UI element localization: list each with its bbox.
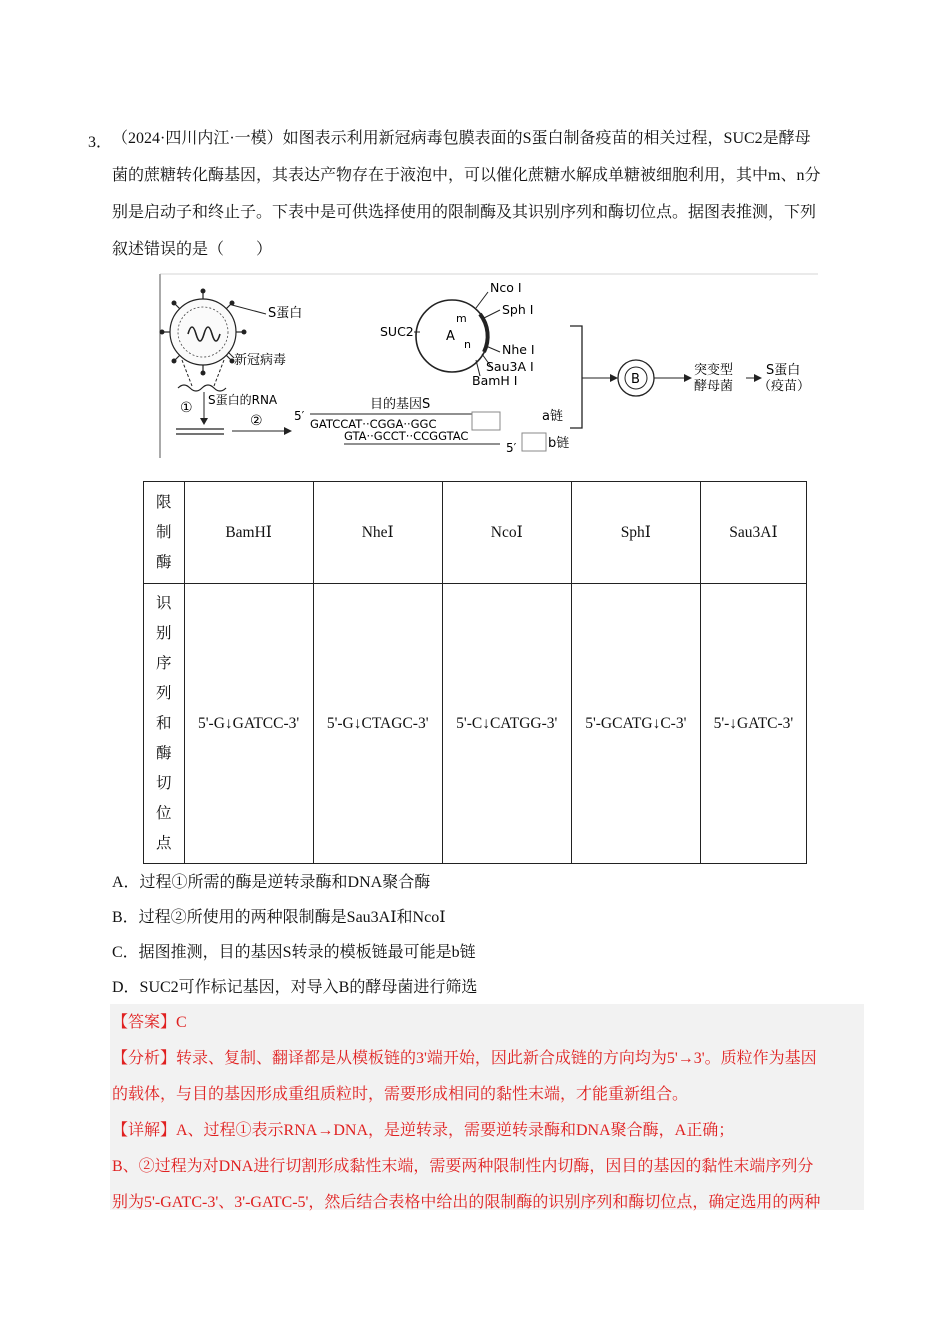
suc2-label: SUC2: [380, 324, 414, 339]
site-cell: 5'-G↓GATCC-3': [184, 584, 313, 864]
row-char: 切: [156, 774, 172, 792]
question-line-2: 菌的蔗糖转化酶基因，其表达产物存在于液泡中，可以催化蔗糖水解成单糖被细胞利用，其中m、n分: [112, 167, 821, 184]
detail-line-2: B、②过程为对DNA进行切割形成黏性末端，需要两种限制性内切酶，因目的基因的黏性末端序列分: [112, 1158, 814, 1175]
header-char: 酶: [156, 553, 172, 571]
site-cell: 5'-C↓CATGG-3': [442, 584, 571, 864]
question-line-4: 叙述错误的是（ ）: [112, 241, 273, 258]
plasmid-a-label: A: [446, 329, 455, 344]
row-char: 酶: [156, 744, 172, 762]
enzyme-table: [143, 481, 807, 864]
step-2-label: ②: [250, 413, 263, 429]
s-protein-label: S蛋白: [268, 306, 303, 321]
question-line-3: 别是启动子和终止子。下表中是可供选择使用的限制酶及其识别序列和酶切位点。据图表推测，下列: [112, 204, 817, 221]
chain-a-label: a链: [542, 409, 563, 424]
process-diagram: [158, 272, 820, 462]
answer-line: 【答案】C: [112, 1014, 187, 1031]
row-char: 列: [156, 684, 172, 702]
nco-site-label: Nco Ⅰ: [490, 280, 522, 295]
header-char: 制: [156, 523, 172, 541]
sequence-a: GATCCAT··CGGA··GGC: [310, 417, 437, 431]
enzyme-cell: SphⅠ: [571, 482, 700, 584]
sph-site-label: Sph Ⅰ: [502, 302, 534, 317]
enzyme-cell: BamHⅠ: [184, 482, 313, 584]
five-prime-b: 5′: [506, 441, 517, 455]
enzyme-cell: NcoⅠ: [442, 482, 571, 584]
row-char: 和: [156, 714, 172, 732]
table-row-sites: [144, 584, 807, 864]
step-1-label: ①: [180, 400, 193, 416]
option-d: D．SUC2可作标记基因，对导入B的酵母菌进行筛选: [112, 979, 478, 996]
option-b: B．过程②所使用的两种限制酶是Sau3AⅠ和NcoⅠ: [112, 909, 446, 926]
row-char: 识: [156, 594, 172, 612]
nhe-site-label: Nhe Ⅰ: [502, 342, 535, 357]
vaccine-line2: （疫苗）: [758, 379, 811, 394]
enzyme-cell: Sau3AⅠ: [700, 482, 806, 584]
table-row-enzyme: [144, 482, 807, 584]
row-char: 别: [156, 624, 172, 642]
row-char: 序: [156, 654, 172, 672]
option-c: C．据图推测，目的基因S转录的模板链最可能是b链: [112, 944, 476, 961]
analysis-line-2: 的载体，与目的基因形成重组质粒时，需要形成相同的黏性末端，才能重新组合。: [112, 1086, 689, 1103]
sequence-b: GTA··GCCT··CCGGTAC: [344, 429, 469, 443]
detail-line-1: 【详解】A、过程①表示RNA→DNA，是逆转录，需要逆转录酶和DNA聚合酶，A正确；: [112, 1122, 735, 1139]
option-a: A．过程①所需的酶是逆转录酶和DNA聚合酶: [112, 874, 431, 891]
question-line-1: （2024·四川内江·一模）如图表示利用新冠病毒包膜表面的S蛋白制备疫苗的相关过程，SUC2是酵母: [112, 130, 811, 147]
virus-label: 新冠病毒: [234, 353, 287, 368]
site-cell: 5'-GCATG↓C-3': [571, 584, 700, 864]
terminator-n-label: n: [464, 338, 471, 351]
promoter-m-label: m: [456, 312, 467, 325]
analysis-line-1: 【分析】转录、复制、翻译都是从模板链的3'端开始，因此新合成链的方向均为5'→3'。质粒作为基因: [112, 1050, 817, 1067]
site-cell: 5'-G↓CTAGC-3': [313, 584, 442, 864]
b-label: B: [631, 372, 640, 387]
mutant-yeast-line1: 突变型: [694, 363, 734, 378]
header-label-cell: [144, 482, 185, 584]
detail-line-3: 别为5'-GATC-3'、3'-GATC-5'，然后结合表格中给出的限制酶的识别序列和酶切位点，确定选用的两种: [112, 1194, 821, 1211]
bamh-site-label: BamH Ⅰ: [472, 373, 518, 388]
rna-label: S蛋白的RNA: [208, 393, 278, 407]
five-prime-a: 5′: [294, 409, 305, 423]
row-label-cell: [144, 584, 185, 864]
mutant-yeast-line2: 酵母菌: [694, 379, 734, 394]
question-number: 3．: [88, 134, 113, 151]
row-char: 点: [156, 834, 172, 852]
enzyme-cell: NheⅠ: [313, 482, 442, 584]
sau3a-site-label: Sau3A Ⅰ: [486, 359, 534, 374]
header-char: 限: [156, 493, 172, 511]
answer-panel: [110, 1004, 864, 1210]
site-cell: 5'-↓GATC-3': [700, 584, 806, 864]
row-char: 位: [156, 804, 172, 822]
vaccine-line1: S蛋白: [766, 363, 801, 378]
target-gene-label: 目的基因S: [370, 397, 431, 412]
chain-b-label: b链: [548, 436, 570, 451]
